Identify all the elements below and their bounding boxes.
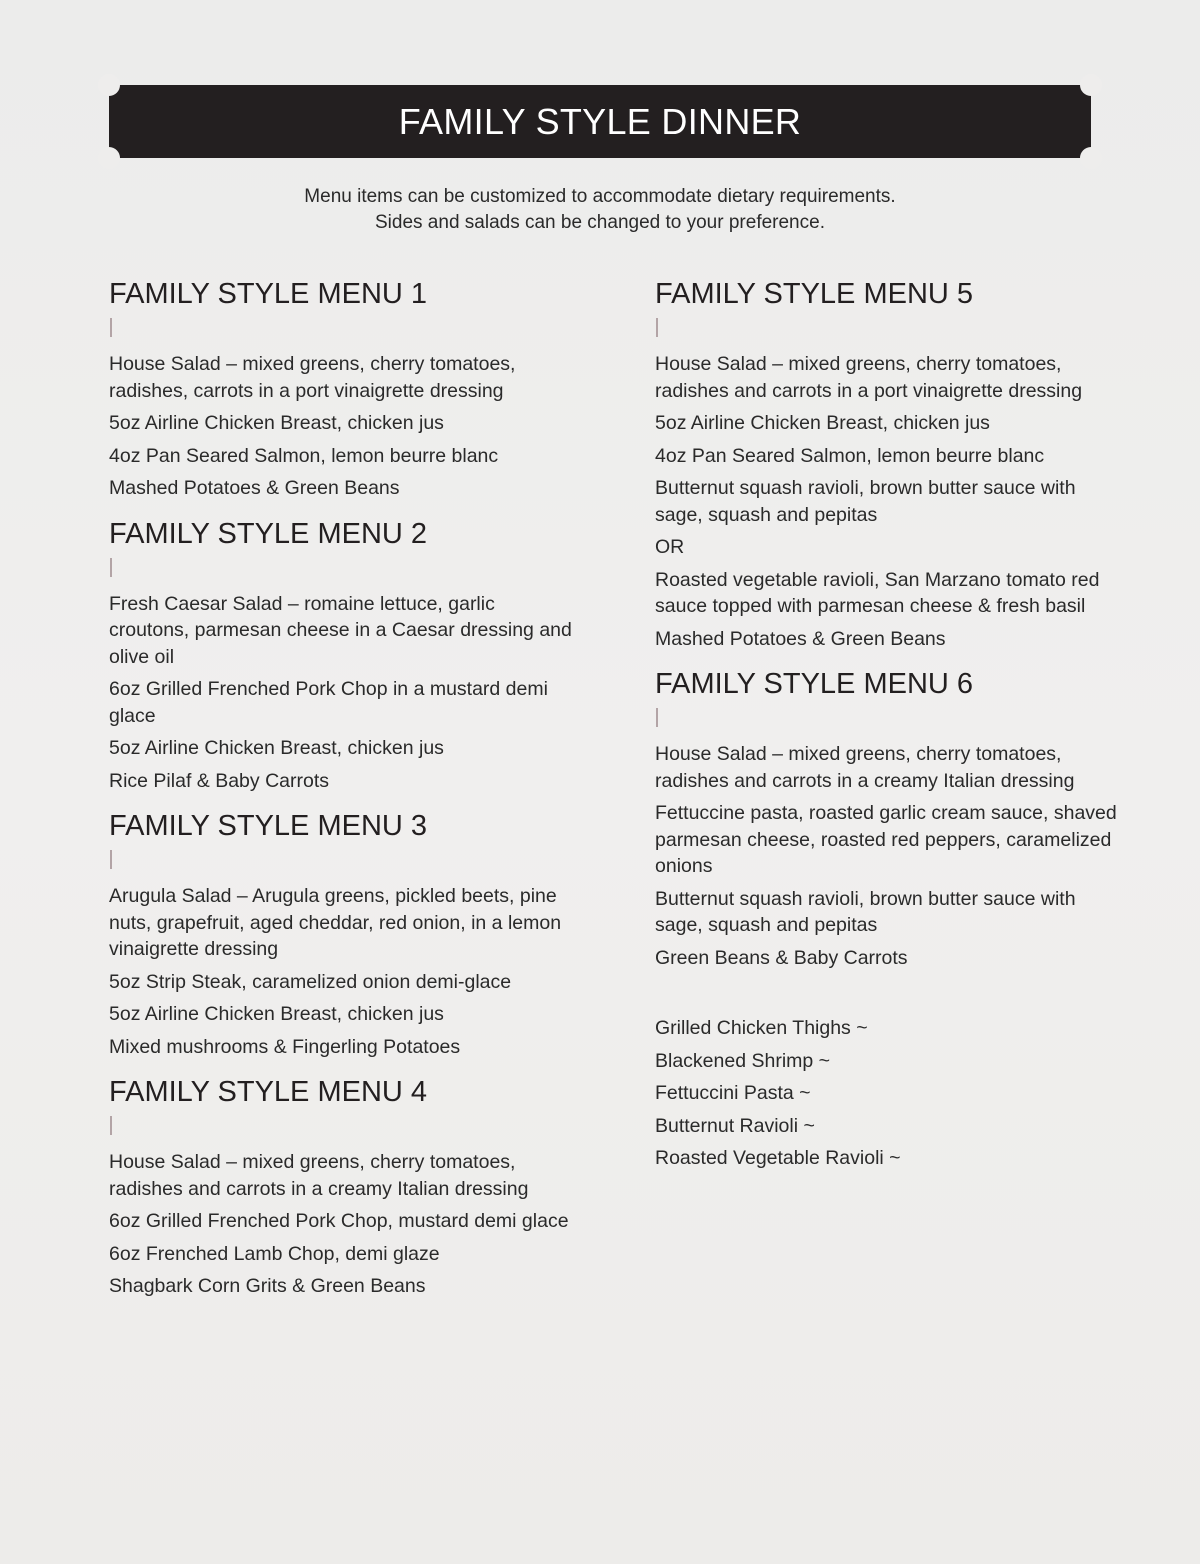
banner-corner-notch <box>98 74 120 96</box>
menu-item: 6oz Grilled Frenched Pork Chop in a mustard demi glace <box>109 678 548 727</box>
menu-section-4 <box>109 1074 579 1300</box>
menu-item: 5oz Airline Chicken Breast, chicken jus <box>109 1003 444 1025</box>
extra-item: Grilled Chicken Thighs ~ <box>655 1017 868 1039</box>
menu-divider <box>656 708 658 727</box>
menu-item: Arugula Salad – Arugula greens, pickled beets, pine nuts, grapefruit, aged cheddar, red onion, in a lemon vinaigrette dressing <box>109 885 562 960</box>
extra-item: Roasted Vegetable Ravioli ~ <box>655 1147 901 1169</box>
intro-note <box>109 184 1091 236</box>
menu-title: FAMILY STYLE MENU 1 <box>109 278 428 310</box>
menu-item: 6oz Frenched Lamb Chop, demi glaze <box>109 1242 440 1265</box>
menu-item: Mashed Potatoes & Green Beans <box>109 477 400 499</box>
menu-item-or: OR <box>655 536 685 558</box>
menu-divider <box>110 558 112 577</box>
menu-item: 4oz Pan Seared Salmon, lemon beurre blanc <box>109 444 499 467</box>
menu-item: Mashed Potatoes & Green Beans <box>655 627 946 650</box>
menu-divider <box>110 1116 112 1135</box>
menu-section-2 <box>109 516 579 795</box>
menu-item: House Salad – mixed greens, cherry tomatoes, radishes and carrots in a creamy Italian dressing <box>655 743 1075 792</box>
menu-item: Rice Pilaf & Baby Carrots <box>109 769 329 792</box>
menu-item: 5oz Airline Chicken Breast, chicken jus <box>655 412 990 434</box>
menu-item: 5oz Strip Steak, caramelized onion demi-glace <box>109 970 512 993</box>
menu-item: 5oz Airline Chicken Breast, chicken jus <box>109 412 444 434</box>
menu-item: Roasted vegetable ravioli, San Marzano tomato red sauce topped with parmesan cheese & fresh basil <box>655 568 1100 617</box>
title-banner <box>109 85 1091 158</box>
right-column <box>655 276 1125 1178</box>
menu-title: FAMILY STYLE MENU 3 <box>109 810 428 842</box>
menu-title: FAMILY STYLE MENU 5 <box>655 278 974 310</box>
menu-item: House Salad – mixed greens, cherry tomatoes, radishes, carrots in a port vinaigrette dressing <box>109 353 516 402</box>
menu-item: House Salad – mixed greens, cherry tomatoes, radishes and carrots in a port vinaigrette dressing <box>655 353 1083 402</box>
page-title: FAMILY STYLE DINNER <box>398 100 802 142</box>
menu-item: Mixed mushrooms & Fingerling Potatoes <box>109 1035 461 1058</box>
menu-divider <box>656 318 658 337</box>
extra-item: Fettuccini Pasta ~ <box>655 1082 811 1104</box>
banner-corner-notch <box>1080 74 1102 96</box>
left-column <box>109 276 579 1314</box>
menu-item: Butternut squash ravioli, brown butter sauce with sage, squash and pepitas <box>655 477 1076 526</box>
menu-item: Shagbark Corn Grits & Green Beans <box>109 1275 426 1297</box>
extras-list <box>655 1015 1125 1172</box>
extra-item: Blackened Shrimp ~ <box>655 1049 831 1072</box>
menu-item: House Salad – mixed greens, cherry tomatoes, radishes and carrots in a creamy Italian dressing <box>109 1151 529 1200</box>
banner-corner-notch <box>1080 147 1102 169</box>
menu-title: FAMILY STYLE MENU 2 <box>109 517 428 550</box>
intro-line: Menu items can be customized to accommodate dietary requirements. <box>304 186 896 207</box>
menu-item: Green Beans & Baby Carrots <box>655 946 908 969</box>
menu-section-3 <box>109 808 579 1060</box>
menu-section-5 <box>655 276 1125 652</box>
extra-item: Butternut Ravioli ~ <box>655 1114 815 1137</box>
menu-title: FAMILY STYLE MENU 4 <box>109 1076 428 1108</box>
menu-divider <box>110 850 112 869</box>
menu-item: 4oz Pan Seared Salmon, lemon beurre blanc <box>655 444 1045 467</box>
menu-item: 6oz Grilled Frenched Pork Chop, mustard demi glace <box>109 1210 569 1232</box>
menu-item: Fresh Caesar Salad – romaine lettuce, garlic croutons, parmesan cheese in a Caesar dressing and olive oil <box>109 592 572 668</box>
menu-item: Fettuccine pasta, roasted garlic cream sauce, shaved parmesan cheese, roasted red peppers, caramelized onions <box>655 802 1117 877</box>
menu-section-1 <box>109 276 579 502</box>
intro-line: Sides and salads can be changed to your preference. <box>375 212 825 233</box>
menu-item: Butternut squash ravioli, brown butter sauce with sage, squash and pepitas <box>655 887 1076 936</box>
menu-title: FAMILY STYLE MENU 6 <box>655 668 974 700</box>
spacer <box>655 985 1125 1015</box>
menu-divider <box>110 318 112 337</box>
menu-section-6 <box>655 666 1125 971</box>
menu-item: 5oz Airline Chicken Breast, chicken jus <box>109 737 444 759</box>
banner-corner-notch <box>98 147 120 169</box>
